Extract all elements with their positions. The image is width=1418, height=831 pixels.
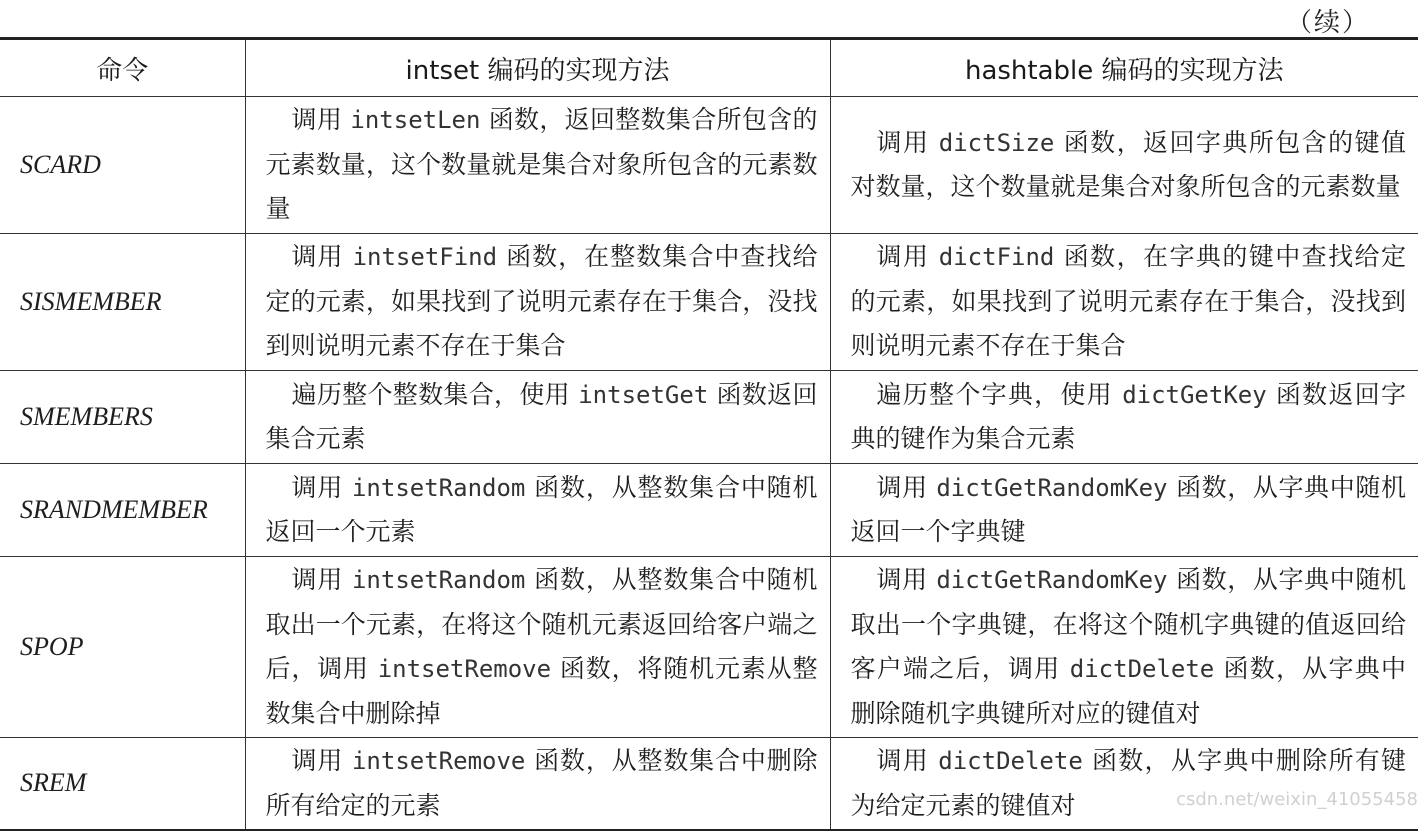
text: 调用 <box>876 565 937 594</box>
text: 遍历整个整数集合，使用 <box>291 379 579 409</box>
function-name: intsetFind <box>352 243 498 272</box>
text: 函数返回字典的键作为集合元素 <box>850 379 1406 453</box>
function-name: intsetGet <box>578 380 709 409</box>
function-name: intsetRandom <box>351 473 526 502</box>
function-name: intsetRemove <box>351 747 526 775</box>
function-name: dictGetKey <box>1122 380 1267 409</box>
text: 调用 <box>876 746 939 775</box>
text: 调用 <box>876 242 939 272</box>
hashtable-impl <box>830 464 1418 557</box>
command-name: SCARD <box>0 97 245 234</box>
text: 函数，从整数集合中随机返回一个元素 <box>265 472 818 546</box>
text: 调用 <box>291 472 352 502</box>
function-name: dictDelete <box>938 747 1083 775</box>
text: 调用 <box>291 105 351 135</box>
table-row <box>0 557 1418 738</box>
function-name: dictSize <box>938 128 1055 157</box>
text: 调用 <box>291 746 352 775</box>
text: 遍历整个字典，使用 <box>876 379 1123 409</box>
table-row <box>0 234 1418 371</box>
intset-impl <box>245 738 830 831</box>
header-row <box>0 39 1418 97</box>
text: 函数，从整数集合中删除所有给定的元素 <box>265 746 818 820</box>
hashtable-impl <box>830 97 1418 234</box>
command-name: SRANDMEMBER <box>0 464 245 557</box>
text: 函数，从字典中删除所有键为给定元素的键值对 <box>850 746 1407 820</box>
text: 调用 <box>291 565 352 594</box>
text: 调用 <box>876 472 937 502</box>
function-name: dictDelete <box>1069 655 1215 683</box>
command-name: SPOP <box>0 557 245 738</box>
text: 函数，返回整数集合所包含的元素数量，这个数量就是集合对象所包含的元素数量 <box>265 105 818 224</box>
text: 函数，将随机元素从整数集合中删除掉 <box>265 654 818 728</box>
header-hashtable: hashtable 编码的实现方法 <box>830 39 1418 97</box>
function-name: dictGetRandomKey <box>936 566 1168 594</box>
function-name: dictFind <box>938 243 1055 272</box>
table-body <box>0 97 1418 831</box>
command-name: SMEMBERS <box>0 371 245 464</box>
text: 函数，返回字典所包含的键值对数量，这个数量就是集合对象所包含的元素数量 <box>850 127 1406 201</box>
hashtable-impl <box>830 371 1418 464</box>
command-name: SISMEMBER <box>0 234 245 371</box>
hashtable-impl <box>830 738 1418 831</box>
text: 函数返回集合元素 <box>265 379 818 453</box>
function-name: intsetRandom <box>351 566 526 594</box>
watermark: csdn.net/weixin_41055458 <box>1176 789 1418 810</box>
hashtable-impl <box>830 557 1418 738</box>
set-commands-table <box>0 37 1418 831</box>
text: 函数，从字典中随机取出一个字典键，在将这个随机字典键的值返回给客户端之后，调用 <box>850 565 1407 683</box>
table-row <box>0 464 1418 557</box>
text: 函数，在整数集合中查找给定的元素，如果找到了说明元素存在于集合，没找到则说明元素不存在于集合 <box>265 242 818 361</box>
intset-impl <box>245 557 830 738</box>
continued-label: （续） <box>1285 8 1370 38</box>
text: 调用 <box>876 127 939 157</box>
function-name: dictGetRandomKey <box>936 473 1168 502</box>
text: 函数，从字典中随机返回一个字典键 <box>850 472 1407 546</box>
function-name: intsetLen <box>350 106 481 135</box>
text: 函数，从整数集合中随机取出一个元素，在将这个随机元素返回给客户端之后，调用 <box>265 565 818 683</box>
intset-impl <box>245 371 830 464</box>
hashtable-impl <box>830 234 1418 371</box>
header-command: 命令 <box>0 39 245 97</box>
text: 函数，在字典的键中查找给定的元素，如果找到了说明元素存在于集合，没找到则说明元素不存在于集合 <box>850 242 1406 361</box>
table-header <box>0 39 1418 97</box>
command-name: SREM <box>0 738 245 831</box>
table-row <box>0 97 1418 234</box>
table-row <box>0 738 1418 831</box>
intset-impl <box>245 97 830 234</box>
intset-impl <box>245 234 830 371</box>
table-row <box>0 371 1418 464</box>
intset-impl <box>245 464 830 557</box>
function-name: intsetRemove <box>377 655 552 683</box>
header-intset: intset 编码的实现方法 <box>245 39 830 97</box>
text: 调用 <box>291 242 353 272</box>
text: 函数，从字典中删除随机字典键所对应的键值对 <box>850 654 1407 728</box>
